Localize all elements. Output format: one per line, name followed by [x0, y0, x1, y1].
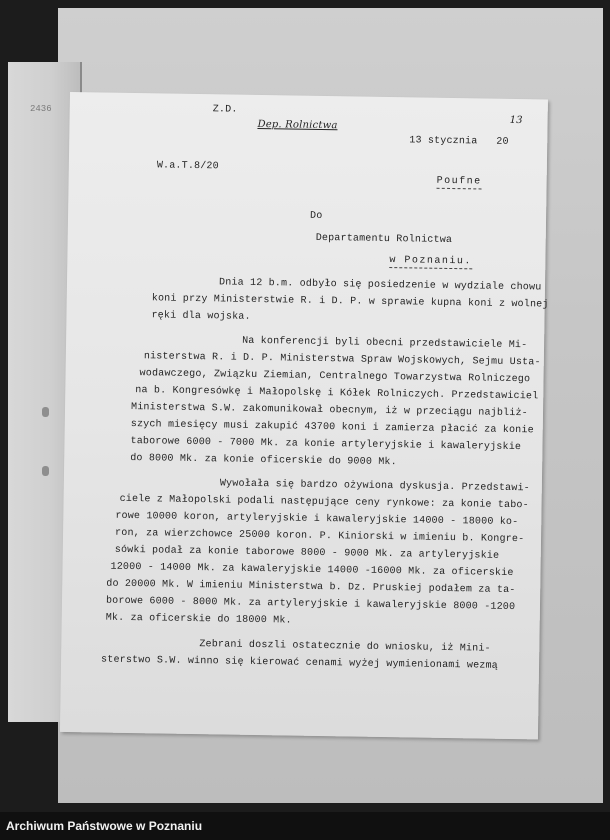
- body-line: Mk. za oficerskie do 18000 Mk.: [105, 612, 292, 627]
- document-page: [60, 92, 548, 739]
- body-line: Dnia 12 b.m. odbyło się posiedzenie w wydziale chowu: [218, 277, 542, 294]
- recipient-line-1: Departamentu Rolnictwa: [315, 232, 453, 247]
- strip-pencil-mark: 2436: [30, 104, 52, 114]
- body-line: na b. Kongresówkę i Małopolskę i Kółek Rolniczych. Przedstawiciel: [135, 385, 539, 403]
- recipient-line-2: w Poznaniu.: [389, 255, 472, 268]
- handwritten-note: Dep. Rolnictwa: [257, 118, 338, 132]
- body-line: borowe 6000 - 8000 Mk. za artyleryjskie i kawaleryjskie 8000 -1200: [105, 595, 516, 614]
- archive-footer: [0, 812, 610, 840]
- body-line: do 20000 Mk. W imieniu Ministerstwa b. Dz. Pruskiej podałem za ta-: [106, 578, 516, 597]
- body-line: do 8000 Mk. za konie oficerskie do 9000 Mk.: [130, 452, 397, 469]
- reference-number: W.a.T.8/20: [156, 160, 219, 173]
- punch-hole: [42, 407, 49, 417]
- body-line: taborowe 6000 - 7000 Mk. za konie artyleryjskie i kawaleryjskie: [130, 435, 522, 454]
- body-line: Wywołała się bardzo ożywiona dyskusja. Przedstawi-: [219, 478, 530, 495]
- body-line: nisterstwa R. i D. P. Ministerstwa Spraw Wojskowych, Sejmu Usta-: [143, 351, 541, 369]
- archive-caption: Archiwum Państwowe w Poznaniu: [6, 819, 203, 833]
- body-line: Ministerstwa S.W. zakomunikował obecnym, iż w przeciągu najbliż-: [130, 401, 528, 420]
- letter-year: 20: [496, 136, 509, 148]
- body-line: ręki dla wojska.: [151, 310, 251, 323]
- body-line: rowe 10000 koron, artyleryjskie i kawaleryjskie 14000 - 18000 ko-: [115, 510, 519, 529]
- recipient-to: Do: [309, 210, 323, 222]
- letter-date: 13 stycznia: [409, 135, 478, 148]
- body-line: sterstwo S.W. winno się kierować cenami wyżej wymienionami wezmą: [100, 654, 498, 672]
- body-line: 12000 - 14000 Mk. za kawaleryjskie 14000 -16000 Mk. za oficerskie: [110, 561, 514, 580]
- body-line: Na konferencji byli obecni przedstawiciele Mi-: [242, 335, 528, 352]
- body-line: koni przy Ministerstwie R. i D. P. w sprawie kupna koni z wolnej: [151, 293, 549, 311]
- punch-hole: [42, 466, 49, 476]
- body-line: szych miesięcy musi zakupić 43700 koni i zamierza płacić za konie: [130, 418, 534, 437]
- body-line: wodawczego, Związku Ziemian, Centralnego Towarzystwa Rolniczego: [139, 368, 531, 386]
- confidential-mark: Poufne: [436, 175, 482, 188]
- initials: Z.D.: [212, 104, 238, 116]
- body-line: ciele z Małopolski podali następujące ceny rynkowe: za konie tabo-: [119, 493, 529, 512]
- body-line: ron, za wierzchowce 25000 koron. P. Kiniorski w imieniu b. Kongre-: [114, 527, 525, 546]
- page-number: 13: [509, 114, 523, 127]
- body-line: sówki podał za konie taborowe 8000 - 9000 Mk. za artyleryjskie: [114, 544, 500, 562]
- body-line: Zebrani doszli ostatecznie do wniosku, iż Mini-: [199, 639, 491, 655]
